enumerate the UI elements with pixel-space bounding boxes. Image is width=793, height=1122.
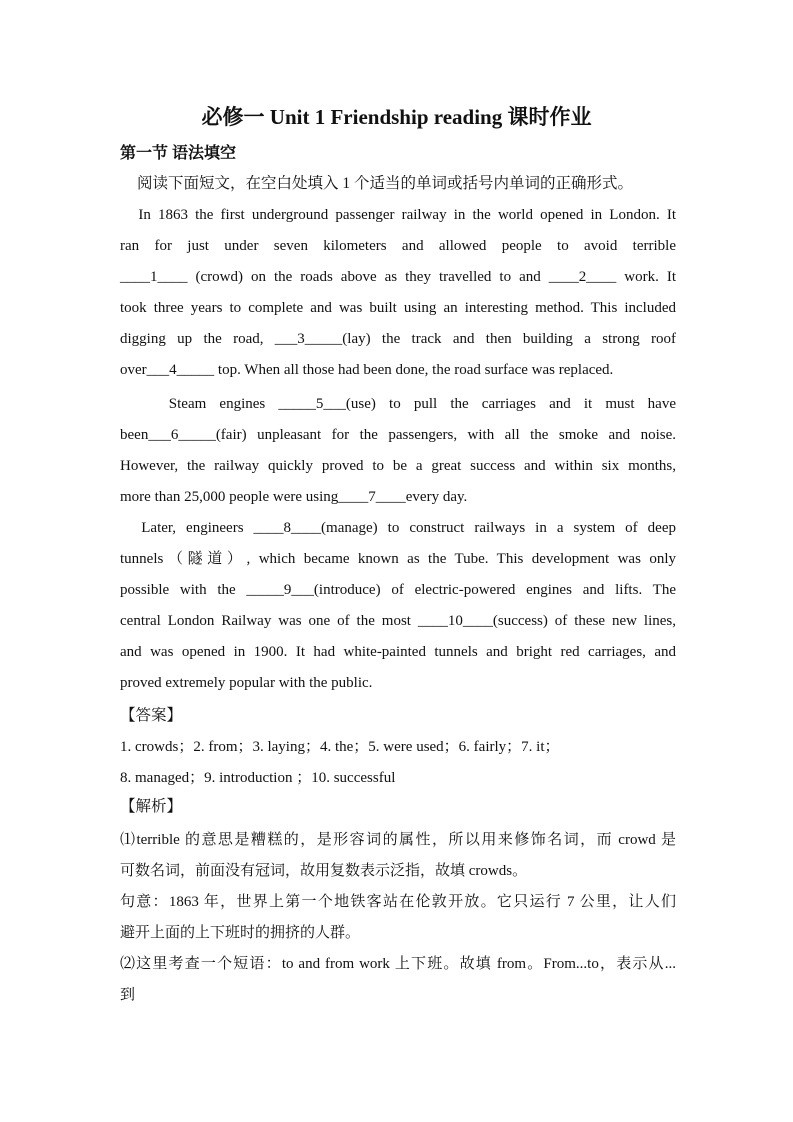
passage-line: ran for just under seven kilometers and allowed people to avoid terrible xyxy=(120,238,676,254)
passage-line: central London Railway was one of the most ____10____(success) of these new lines, xyxy=(120,613,676,629)
analysis-line: 句意：1863 年，世界上第一个地铁客站在伦敦开放。它只运行 7 公里，让人们 xyxy=(120,894,676,910)
analysis-line: 避开上面的上下班时的拥挤的人群。 xyxy=(120,925,361,941)
answer-line: 8. managed；9. introduction ；10. successful xyxy=(120,770,396,786)
analysis-line: 可数名词，前面没有冠词，故用复数表示泛指，故填 crowds。 xyxy=(120,863,528,879)
answer-line: 1. crowds；2. from；3. laying；4. the；5. were used；6. fairly；7. it； xyxy=(120,739,560,755)
passage-line: took three years to complete and was built using an interesting method. This included xyxy=(120,300,676,316)
passage-line: Later, engineers ____8____(manage) to construct railways in a system of deep xyxy=(120,520,676,536)
analysis-block xyxy=(120,825,676,1011)
page-title: 必修一 Unit 1 Friendship reading 课时作业 xyxy=(201,105,592,129)
section-instruction: 阅读下面短文，在空白处填入 1 个适当的单词或括号内单词的正确形式。 xyxy=(137,175,634,192)
passage-line: proved extremely popular with the public. xyxy=(120,675,373,691)
passage-line: digging up the road, ___3_____(lay) the track and then building a strong roof xyxy=(120,331,676,347)
passage-line: and was opened in 1900. It had white-painted tunnels and bright red carriages, and xyxy=(120,644,676,660)
answer-label: 【答案】 xyxy=(120,707,183,724)
passage-line: In 1863 the first underground passenger railway in the world opened in London. It xyxy=(120,207,676,223)
passage-line: tunnels（隧道）, which became known as the Tube. This development was only xyxy=(120,551,676,567)
passage-line: Steam engines _____5___(use) to pull the carriages and it must have xyxy=(120,396,676,412)
passage-line: been___6_____(fair) unpleasant for the passengers, with all the smoke and noise. xyxy=(120,427,676,443)
passage-line: However, the railway quickly proved to be a great success and within six months, xyxy=(120,458,676,474)
passage-paragraph-1 xyxy=(120,200,676,386)
analysis-line: ⑴terrible 的意思是糟糕的，是形容词的属性，所以用来修饰名词，而 crowd 是 xyxy=(120,832,676,848)
passage-line: possible with the _____9___(introduce) of electric-powered engines and lifts. The xyxy=(120,582,676,598)
analysis-label: 【解析】 xyxy=(120,798,183,815)
passage-paragraph-2 xyxy=(120,389,676,513)
section-heading: 第一节 语法填空 xyxy=(120,145,237,162)
analysis-line: ⑵这里考查一个短语：to and from work 上下班。故填 from。From...to，表示从... xyxy=(120,956,676,972)
analysis-line: 到 xyxy=(120,987,136,1003)
passage-line: over___4_____ top. When all those had been done, the road surface was replaced. xyxy=(120,362,614,378)
passage-paragraph-3 xyxy=(120,513,676,699)
passage-line: more than 25,000 people were using____7____every day. xyxy=(120,489,468,505)
passage-line: ____1____ (crowd) on the roads above as they travelled to and ____2____ work. It xyxy=(120,269,676,285)
